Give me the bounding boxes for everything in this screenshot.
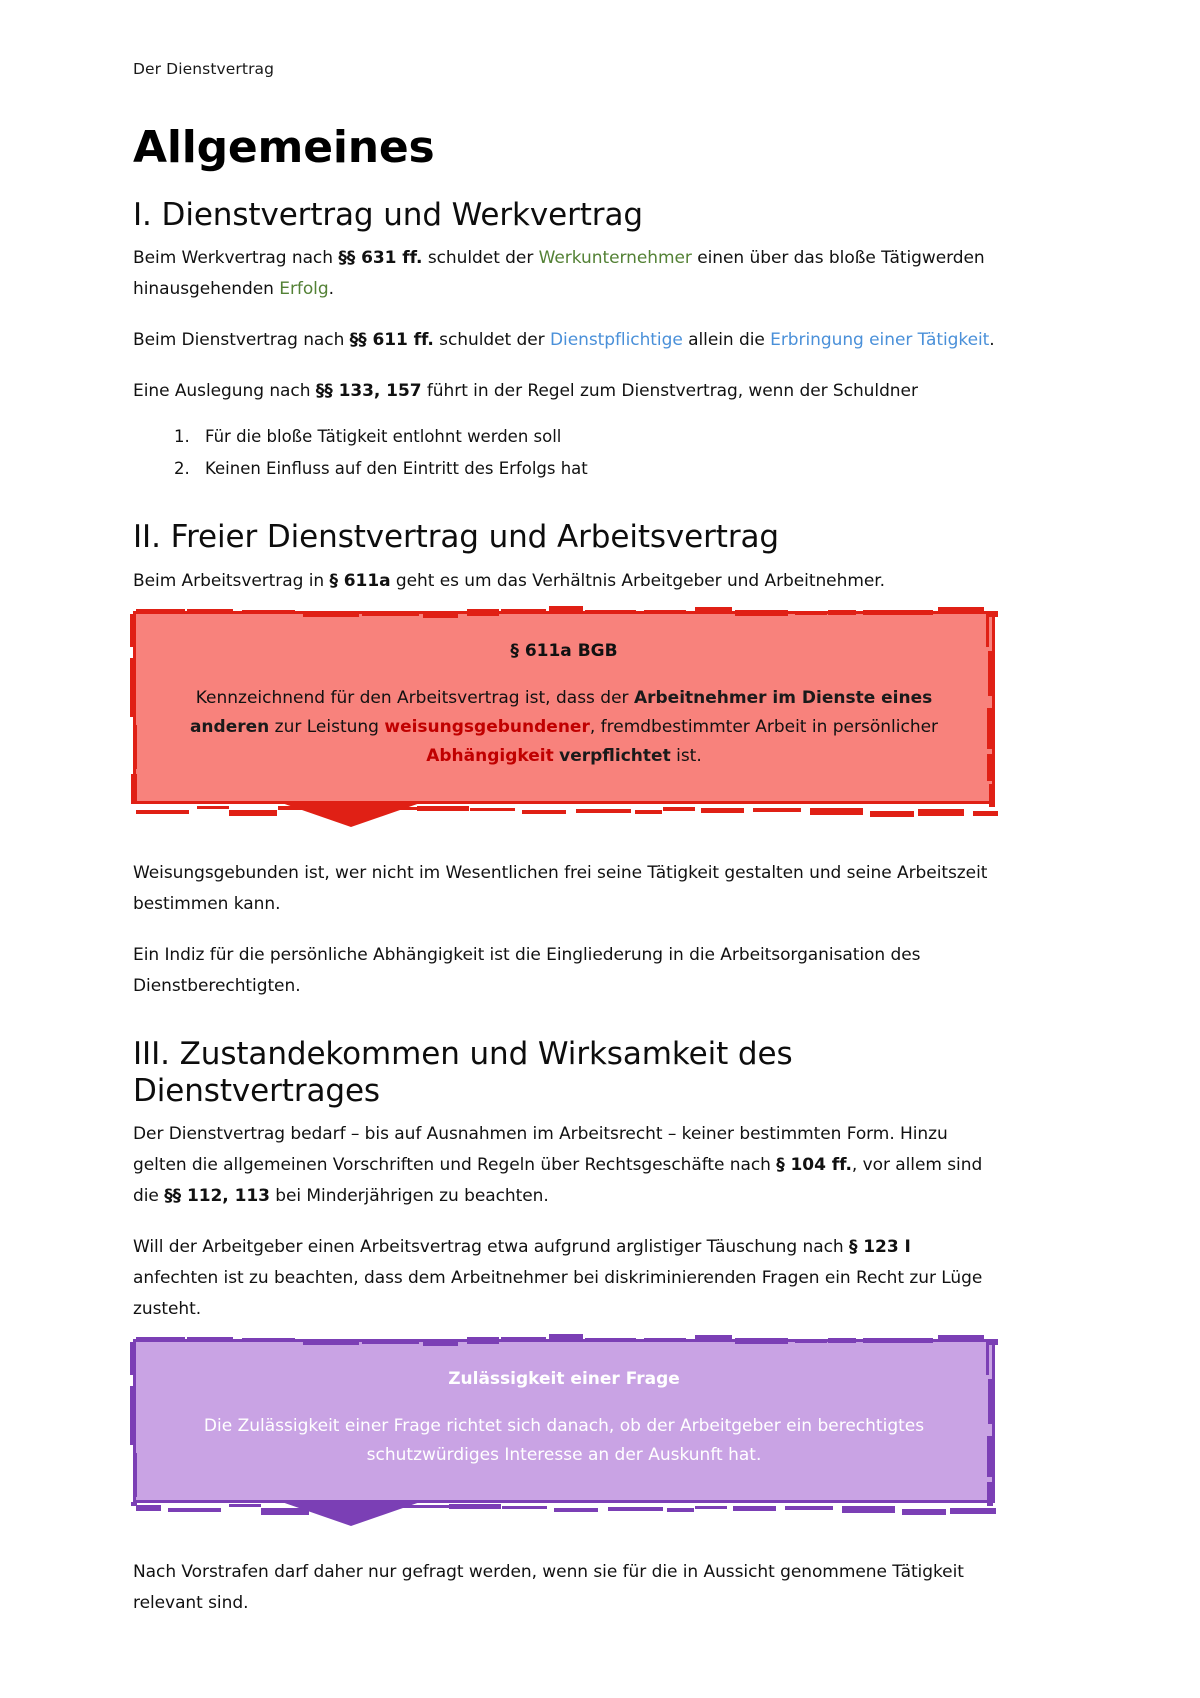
- spacer: [133, 1503, 995, 1557]
- list-item: 2. Keinen Einfluss auf den Eintritt des Erfolgs hat: [195, 453, 995, 485]
- rough-edge-tick: [585, 610, 636, 614]
- text-run: Eine Auslegung nach: [133, 381, 316, 402]
- rough-edge-tick: [863, 610, 933, 615]
- text-run: ist.: [670, 746, 702, 767]
- statute-ref: §§ 112, 113: [164, 1186, 270, 1207]
- rough-edge-tick: [988, 611, 998, 617]
- callout-zulaessigkeit-frage: [133, 1339, 995, 1503]
- emphasis-arbeitnehmer: Arbeitnehmer im Dienste eines anderen: [189, 687, 933, 737]
- rough-edge-tick: [987, 754, 994, 781]
- section-heading-i: I. Dienstvertrag und Werkvertrag: [133, 196, 643, 233]
- callout-611a-wrapper: [133, 611, 995, 805]
- rough-edge-tick: [988, 1339, 998, 1345]
- rough-edge-tick: [695, 1335, 732, 1340]
- text-run: Beim Dienstvertrag nach: [133, 330, 350, 351]
- callout-title: Zulässigkeit einer Frage: [448, 1369, 680, 1389]
- rough-edge-tick: [735, 610, 789, 616]
- rough-edge-tick: [695, 607, 732, 612]
- statute-ref: §§ 133, 157: [315, 381, 422, 402]
- rough-edge-tick: [467, 1337, 499, 1344]
- text-run: schuldet der: [433, 330, 550, 351]
- section-heading-ii: II. Freier Dienstvertrag und Arbeitsvertrag: [133, 519, 779, 556]
- text-run: einen über das bloße Tätigwerden hinausgehenden: [133, 248, 985, 300]
- rough-edge-tick: [131, 774, 137, 805]
- rough-edge-tick: [828, 610, 856, 616]
- rough-edge-tick: [130, 614, 136, 647]
- text-run: , fremdbestimmter Arbeit in persönlicher: [589, 717, 939, 737]
- statute-ref: §§ 611 ff.: [349, 330, 434, 351]
- rough-edge-tick: [585, 1338, 636, 1342]
- rough-edge-tick: [938, 607, 984, 612]
- rough-edge-tick: [549, 606, 583, 611]
- text-run: Kennzeichnend für den Arbeitsvertrag ist, dass der: [195, 687, 634, 708]
- rough-edge-tick: [988, 651, 991, 696]
- rough-edge-tick: [987, 708, 992, 748]
- text-run: allein die: [682, 330, 771, 351]
- text-run: Beim Arbeitsvertrag in: [133, 571, 330, 592]
- rough-edge-tick: [988, 1379, 991, 1424]
- rough-edge-tick: [501, 609, 546, 615]
- text-run: geht es um das Verhältnis Arbeitgeber und Arbeitnehmer.: [390, 571, 885, 592]
- rough-edge-tick: [130, 1342, 136, 1375]
- statute-ref: § 123 I: [848, 1237, 911, 1258]
- rough-edge-tick: [735, 1338, 789, 1344]
- paragraph-vorstrafen: Nach Vorstrafen darf daher nur gefragt werden, wenn sie für die in Aussicht genommene Tätigkeit relevant sind.: [133, 1562, 964, 1614]
- rough-edge-tick: [187, 1337, 233, 1340]
- paragraph-dienstvertrag: [133, 325, 995, 356]
- callout-title: § 611a BGB: [510, 640, 618, 661]
- paragraph-form-vorschriften: [133, 1119, 995, 1212]
- highlight-werkunternehmer: Werkunternehmer: [538, 248, 692, 269]
- rough-edge-tick: [303, 612, 359, 617]
- rough-edge-tick: [828, 1338, 856, 1344]
- text-run: , vor allem sind die: [133, 1155, 983, 1207]
- paragraph-indiz-abhaengigkeit: Ein Indiz für die persönliche Abhängigkeit ist die Eingliederung in die Arbeitsorganisation des Dienstberechtigten.: [133, 945, 921, 997]
- rough-edge-tick: [130, 658, 136, 717]
- paragraph-weisungsgebunden: Weisungsgebunden ist, wer nicht im Wesentlichen frei seine Tätigkeit gestalten und seine Arbeitszeit bestimmen kann.: [133, 863, 988, 915]
- rough-edge-tick: [987, 1436, 992, 1476]
- list-item: 1. Für die bloße Tätigkeit entlohnt werden soll: [195, 421, 995, 453]
- rough-edge-tick: [187, 609, 233, 612]
- page-title: Allgemeines: [133, 121, 435, 173]
- rough-edge-tick: [242, 610, 295, 614]
- rough-edge-tick: [795, 611, 827, 616]
- text-run: Der Dienstvertrag bedarf – bis auf Ausnahmen im Arbeitsrecht – keiner bestimmten Form. Hinzu gelten die allgemeinen Vorschriften und Regeln über Rechtsgeschäfte nach: [133, 1124, 948, 1176]
- rough-edge-tick: [303, 1340, 359, 1345]
- emphasis-abhaengigkeit: Abhängigkeit: [426, 746, 554, 767]
- rough-edge-tick: [362, 1339, 419, 1344]
- rough-edge-tick: [501, 1337, 546, 1343]
- text-run: .: [989, 330, 995, 351]
- rough-edge-tick: [423, 1340, 457, 1347]
- callout-tail-icon: [276, 1500, 426, 1526]
- paragraph-auslegung: [133, 376, 995, 407]
- section-heading-iii: III. Zustandekommen und Wirksamkeit des Dienstvertrages: [133, 1036, 793, 1109]
- paragraph-arbeitsvertrag-intro: [133, 566, 995, 597]
- spacer: [133, 804, 995, 858]
- paragraph-werkvertrag: [133, 243, 995, 305]
- emphasis-weisungsgebundener: weisungsgebundener: [384, 717, 590, 737]
- rough-edge-tick: [423, 612, 457, 619]
- rough-edge-tick: [987, 1482, 994, 1506]
- statute-ref: § 611a: [329, 571, 391, 592]
- rough-edge-tick: [362, 611, 419, 616]
- callout-tail-icon: [276, 801, 426, 827]
- rough-edge-tick: [136, 1337, 185, 1340]
- text-run: Beim Werkvertrag nach: [133, 248, 339, 269]
- rough-edge-tick: [136, 609, 185, 612]
- highlight-erbringung-taetigkeit: Erbringung einer Tätigkeit: [770, 330, 990, 351]
- text-run: zur Leistung: [269, 717, 385, 737]
- rough-edge-tick: [644, 1338, 686, 1341]
- text-run: bei Minderjährigen zu beachten.: [269, 1186, 549, 1207]
- rough-edge-tick: [986, 1342, 989, 1375]
- emphasis-verpflichtet: verpflichtet: [559, 746, 671, 767]
- numbered-list-schuldner: [133, 421, 995, 485]
- callout-body: [176, 684, 952, 772]
- rough-edge-tick: [795, 1339, 827, 1344]
- rough-edge-tick: [133, 1453, 137, 1497]
- rough-edge-tick: [989, 784, 995, 807]
- paragraph-anfechtung-luege: [133, 1232, 995, 1325]
- rough-edge-tick: [938, 1335, 984, 1340]
- statute-ref: § 104 ff.: [776, 1155, 852, 1176]
- rough-edge-tick: [133, 725, 137, 769]
- rough-edge-tick: [549, 1334, 583, 1339]
- text-run: Will der Arbeitgeber einen Arbeitsvertrag etwa aufgrund arglistiger Täuschung nach: [133, 1237, 849, 1258]
- rough-edge-tick: [644, 610, 686, 613]
- text-run: anfechten ist zu beachten, dass dem Arbeitnehmer bei diskriminierenden Fragen ein Recht zur Lüge zusteht.: [133, 1268, 983, 1320]
- callout-zulaessigkeit-wrapper: [133, 1339, 995, 1503]
- rough-edge-tick: [467, 609, 499, 616]
- text-run: führt in der Regel zum Dienstvertrag, wenn der Schuldner: [421, 381, 918, 402]
- rough-edge-tick: [863, 1338, 933, 1343]
- highlight-erfolg: Erfolg: [279, 279, 329, 300]
- document-header: Der Dienstvertrag: [133, 60, 275, 78]
- text-run: .: [328, 279, 334, 300]
- callout-611a-bgb: [133, 611, 995, 805]
- statute-ref: §§ 631 ff.: [338, 248, 423, 269]
- text-run: schuldet der: [422, 248, 539, 269]
- callout-body: Die Zulässigkeit einer Frage richtet sich danach, ob der Arbeitgeber ein berechtigtes schutzwürdiges Interesse an der Auskunft hat.: [203, 1415, 925, 1466]
- rough-edge-tick: [986, 614, 989, 647]
- highlight-dienstpflichtige: Dienstpflichtige: [549, 330, 683, 351]
- rough-edge-tick: [130, 1386, 136, 1445]
- rough-edge-tick: [242, 1338, 295, 1342]
